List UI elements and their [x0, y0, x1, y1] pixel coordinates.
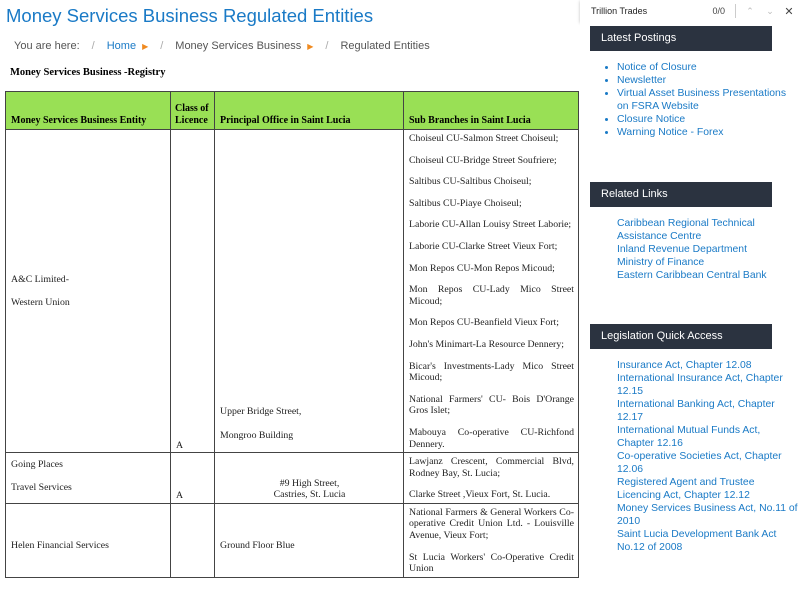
branch-item: Choiseul CU-Bridge Street Soufriere; [409, 154, 557, 166]
breadcrumb [14, 40, 430, 52]
breadcrumb-label: You are here: [14, 40, 80, 52]
list-item [617, 528, 800, 554]
find-match-count: 0/0 [712, 6, 725, 16]
branch-item: Laborie CU-Allan Louisy Street Laborie; [409, 219, 572, 231]
posting-link-newsletter[interactable]: Newsletter [617, 75, 667, 86]
table-header-row [6, 92, 579, 130]
latest-postings-list [602, 61, 800, 139]
list-item [617, 243, 800, 256]
entity-name: Helen Financial Services [11, 539, 109, 551]
list-item [617, 398, 800, 424]
entity-cell [6, 503, 171, 577]
office-line: #9 High Street, [279, 477, 340, 489]
legislation-link-registered-agent[interactable]: Registered Agent and Trustee Licencing Act, Chapter 12.12 [617, 477, 755, 501]
breadcrumb-separator: / [160, 40, 164, 52]
legislation-link-cooperative-societies[interactable]: Co-operative Societies Act, Chapter 12.06 [617, 451, 782, 475]
list-item [617, 126, 800, 139]
registry-subtitle: Money Services Business -Registry [10, 67, 166, 78]
list-item [617, 269, 800, 282]
office-cell [215, 453, 404, 504]
breadcrumb-arrow-icon: ▶ [307, 41, 314, 51]
header-entity: Money Services Business Entity [6, 92, 171, 130]
header-class: Class of Licence [171, 92, 215, 130]
widget-title-legislation: Legislation Quick Access [590, 324, 772, 349]
branch-item: St Lucia Workers' Co-Operative Credit Union [409, 551, 574, 575]
branch-item: Bicar's Investments-Lady Mico Street Micoud; [409, 360, 574, 384]
branch-item: Laborie CU-Clarke Street Vieux Fort; [409, 240, 558, 252]
table-row [6, 453, 579, 504]
posting-link-virtual-asset[interactable]: Virtual Asset Business Presentations on FSRA Website [617, 88, 787, 112]
widget-title-latest-postings: Latest Postings [590, 26, 772, 51]
find-bar [580, 0, 800, 22]
branches-cell [404, 503, 579, 577]
chevron-down-icon[interactable]: ⌄ [766, 5, 774, 16]
branch-item: Saltibus CU-Saltibus Choiseul; [409, 176, 532, 188]
list-item [617, 424, 800, 450]
breadcrumb-home-link[interactable]: Home [106, 40, 137, 52]
legislation-link-money-services[interactable]: Money Services Business Act, No.11 of 2010 [617, 503, 798, 527]
branch-item: Lawjanz Crescent, Commercial Blvd, Rodney Bay, St. Lucia; [409, 456, 574, 479]
list-item [617, 74, 800, 87]
breadcrumb-separator: / [325, 40, 329, 52]
branch-item: Choiseul CU-Salmon Street Choiseul; [409, 133, 559, 144]
entity-cell [6, 130, 171, 453]
registry-table [5, 91, 579, 578]
entity-cell [6, 453, 171, 504]
legislation-link-mutual-funds[interactable]: International Mutual Funds Act, Chapter 12.16 [617, 425, 761, 449]
branch-item: Clarke Street ,Vieux Fort, St. Lucia. [409, 489, 551, 501]
list-item [617, 256, 800, 269]
list-item [617, 372, 800, 398]
list-item [617, 113, 800, 126]
breadcrumb-item-current: Regulated Entities [340, 40, 430, 52]
branch-item: National Farmers & General Workers Co-operative Credit Union Ltd. - Louisville Avenue, Vieux Fort; [409, 506, 574, 542]
branches-cell [404, 453, 579, 504]
legislation-link-international-insurance[interactable]: International Insurance Act, Chapter 12.15 [617, 373, 783, 397]
office-cell [215, 503, 404, 577]
find-input[interactable]: Trillion Trades [591, 6, 648, 16]
entity-name: Western Union [11, 297, 70, 309]
legislation-link-insurance-act[interactable]: Insurance Act, Chapter 12.08 [617, 360, 752, 371]
list-item [617, 450, 800, 476]
entity-name: Going Places [11, 459, 63, 471]
legislation-link-international-banking[interactable]: International Banking Act, Chapter 12.17 [617, 399, 775, 423]
office-line: Mongroo Building [220, 429, 294, 441]
header-branches: Sub Branches in Saint Lucia [404, 92, 579, 130]
branch-item: Mon Repos CU-Beanfield Vieux Fort; [409, 317, 559, 329]
entity-name: Travel Services [11, 482, 72, 494]
related-link-ministry-finance[interactable]: Ministry of Finance [617, 257, 705, 268]
posting-link-warning-notice[interactable]: Warning Notice - Forex [617, 127, 724, 138]
class-cell [171, 503, 215, 577]
list-item [617, 87, 800, 113]
table-row [6, 503, 579, 577]
class-cell: A [171, 453, 215, 504]
header-office: Principal Office in Saint Lucia [215, 92, 404, 130]
office-line: Castries, St. Lucia [273, 489, 346, 501]
widget-title-related-links: Related Links [590, 182, 772, 207]
list-item [617, 476, 800, 502]
office-cell [215, 130, 404, 453]
breadcrumb-separator: / [91, 40, 95, 52]
posting-link-notice-of-closure[interactable]: Notice of Closure [617, 62, 697, 73]
table-row [6, 130, 579, 453]
related-links-list [617, 217, 800, 282]
list-item [617, 502, 800, 528]
list-item [617, 359, 800, 372]
branch-item: John's Minimart-La Resource Dennery; [409, 338, 564, 350]
branch-item: Mon Repos CU-Mon Repos Micoud; [409, 262, 555, 274]
legislation-link-development-bank[interactable]: Saint Lucia Development Bank Act No.12 of 2008 [617, 529, 777, 553]
entity-name: A&C Limited- [11, 274, 69, 286]
branch-item: Mon Repos CU-Lady Mico Street Micoud; [409, 284, 574, 307]
close-icon[interactable]: ✕ [784, 5, 794, 18]
office-line: Upper Bridge Street, [220, 406, 302, 418]
related-link-crtac[interactable]: Caribbean Regional Technical Assistance Centre [617, 218, 755, 242]
chevron-up-icon[interactable]: ⌃ [746, 5, 754, 16]
branch-item: National Farmers' CU- Bois D'Orange Gros Islet; [409, 393, 574, 417]
related-link-eccb[interactable]: Eastern Caribbean Central Bank [617, 270, 767, 281]
list-item [617, 61, 800, 74]
related-link-inland-revenue[interactable]: Inland Revenue Department [617, 244, 747, 255]
posting-link-closure-notice[interactable]: Closure Notice [617, 114, 686, 125]
legislation-list [617, 359, 800, 554]
breadcrumb-item-money-services[interactable]: Money Services Business [175, 40, 302, 52]
office-line: Ground Floor Blue [220, 539, 295, 551]
branch-item: Mabouya Co-operative CU-Richfond Dennery. [409, 426, 574, 450]
breadcrumb-arrow-icon: ▶ [142, 41, 149, 51]
find-divider [735, 4, 736, 18]
list-item [617, 217, 800, 243]
branches-cell [404, 130, 579, 453]
class-cell: A [171, 130, 215, 453]
page-title: Money Services Business Regulated Entities [6, 5, 374, 26]
sidebar [580, 22, 800, 598]
branch-item: Saltibus CU-Piaye Choiseul; [409, 197, 522, 209]
